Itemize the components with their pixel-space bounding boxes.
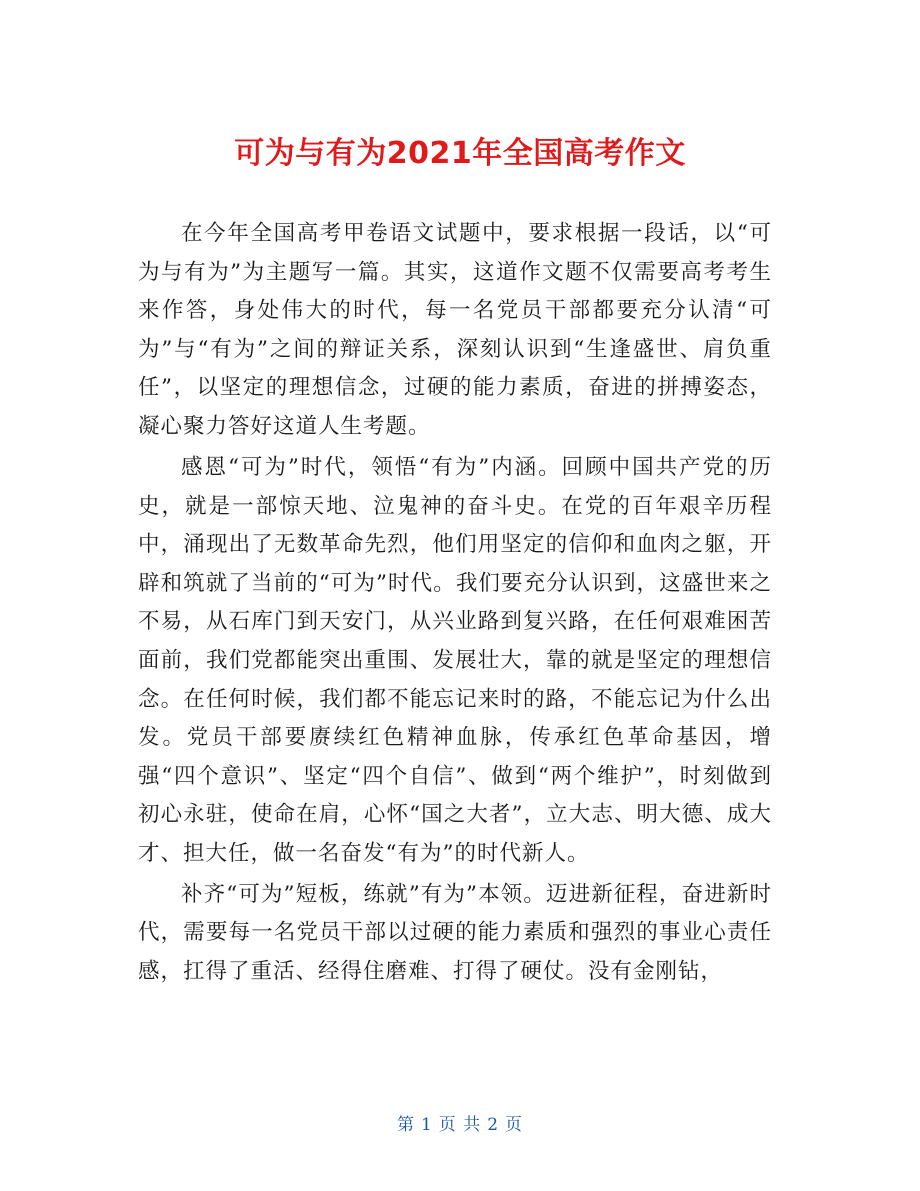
paragraph: 补齐“可为”短板，练就”有为”本领。迈进新征程，奋进新时代，需要每一名党员干部以过硬的能力素质和强烈的事业心责任感，扛得了重活、经得住磨难、打得了硬仗。没有金刚钻，: [138, 881, 772, 985]
document-title: 可为与有为2021年全国高考作文: [234, 136, 686, 172]
footer-page-label: 第: [396, 1115, 415, 1135]
paragraph: 感恩“可为”时代，领悟“有为”内涵。回顾中国共产党的历史，就是一部惊天地、泣鬼神的奋斗史。在党的百年艰辛历程中，涌现出了无数革命先烈，他们用坚定的信仰和血肉之躯，开辟和筑就了当前的“可为”时代。我们要充分认识到，这盛世来之不易，从石库门到天安门，从兴业路到复兴路，在任何艰难困苦面前，我们党都能突出重围、发展壮大，靠的就是坚定的理想信念。在任何时候，我们都不能忘记来时的路，不能忘记为什么出发。党员干部要赓续红色精神血脉，传承红色革命基因，增强“四个意识”、坚定“四个自信”、做到“两个维护”，时刻做到初心永驻，使命在肩，心怀“国之大者”，立大志、明大德、成大才、担大任，做一名奋发“有为”的时代新人。: [138, 454, 772, 866]
document-body: [138, 215, 772, 994]
page-footer: [0, 1112, 920, 1138]
footer-total-pages: 2: [487, 1115, 500, 1135]
footer-of-label: 页 共: [438, 1115, 482, 1135]
paragraph: 在今年全国高考甲卷语文试题中，要求根据一段话，以“可为与有为”为主题写一篇。其实，这道作文题不仅需要高考考生来作答，身处伟大的时代，每一名党员干部都要充分认清“可为”与“有为”之间的辩证关系，深刻认识到“生逢盛世、肩负重任”，以坚定的理想信念，过硬的能力素质，奋进的拼搏姿态，凝心聚力答好这道人生考题。: [138, 221, 772, 439]
footer-current-page: 1: [420, 1115, 433, 1135]
footer-end-label: 页: [505, 1115, 524, 1135]
